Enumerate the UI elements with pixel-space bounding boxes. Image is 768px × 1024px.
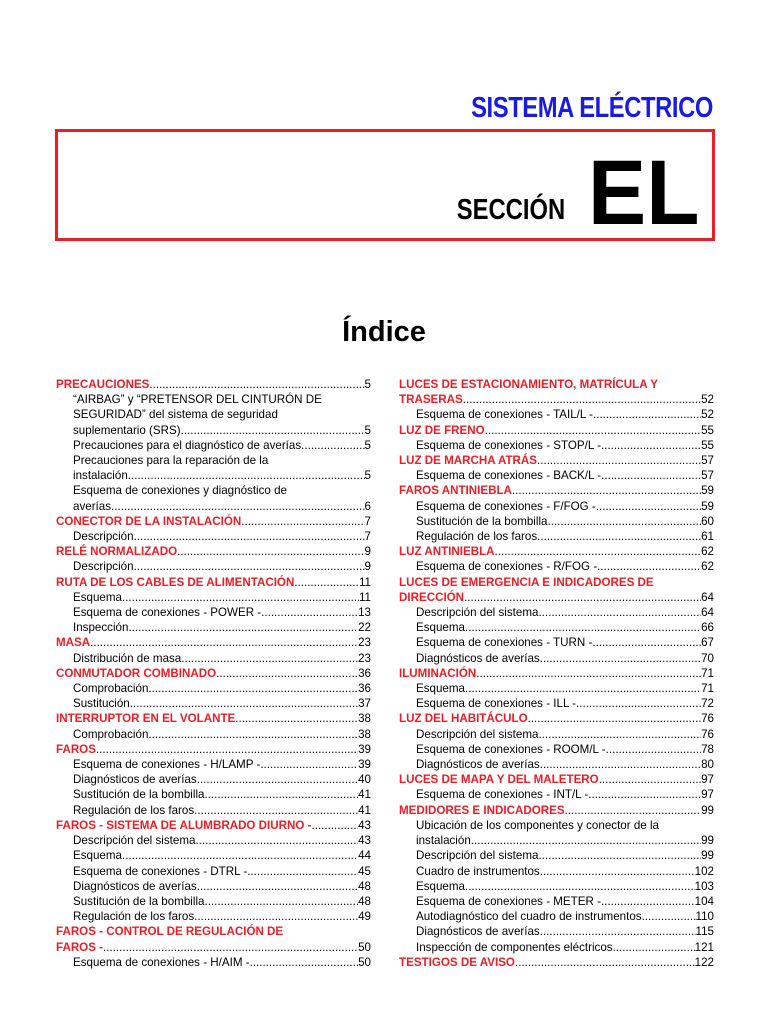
toc-entry-text: Esquema de conexiones y diagnóstico de xyxy=(73,484,287,498)
toc-subentry xyxy=(399,727,714,742)
toc-page-number: 55 xyxy=(701,438,714,452)
toc-entry-title: TRASERAS xyxy=(399,393,463,407)
toc-section-entry xyxy=(399,453,714,468)
toc-subentry xyxy=(56,392,371,438)
toc-section-entry xyxy=(399,772,714,787)
toc-entry-title: Esquema de conexiones - DTRL - xyxy=(73,864,248,878)
dot-leader xyxy=(312,818,359,833)
toc-entry-title: Esquema de conexiones - ROOM/L - xyxy=(416,742,606,756)
dot-leader xyxy=(204,787,358,802)
toc-subentry xyxy=(56,438,371,453)
toc-entry-title: Descripción del sistema xyxy=(416,849,539,863)
toc-subentry xyxy=(399,635,714,650)
toc-page-number: 23 xyxy=(358,651,371,665)
dot-leader xyxy=(235,711,358,726)
toc-entry-title: Descripción xyxy=(73,560,134,574)
toc-entry-title: Distribución de masa xyxy=(73,651,182,665)
dot-leader xyxy=(134,529,365,544)
toc-entry-title: PRECAUCIONES xyxy=(56,378,150,391)
toc-right-column xyxy=(399,377,714,970)
dot-leader xyxy=(128,468,365,483)
toc-section-entry xyxy=(56,818,371,833)
toc-subentry xyxy=(399,757,714,772)
dot-leader xyxy=(495,544,702,559)
toc-page-number: 5 xyxy=(364,378,371,391)
dot-leader xyxy=(241,514,364,529)
toc-left-column xyxy=(56,377,371,970)
dot-leader xyxy=(537,453,701,468)
toc-entry-title: Esquema de conexiones - F/FOG - xyxy=(416,499,596,513)
toc-page-number: 38 xyxy=(358,712,371,726)
toc-entry-title: Esquema de conexiones - ILL - xyxy=(416,697,577,711)
toc-subentry xyxy=(56,453,371,483)
toc-page-number: 11 xyxy=(358,590,371,604)
dot-leader xyxy=(148,681,358,696)
toc-entry-title: MEDIDORES E INDICADORES xyxy=(399,803,565,817)
dot-leader xyxy=(540,757,701,772)
dot-leader xyxy=(130,696,358,711)
toc-entry-title: Esquema xyxy=(73,590,122,604)
toc-page-number: 80 xyxy=(701,758,714,772)
toc-subentry xyxy=(399,879,714,894)
toc-subentry xyxy=(399,787,714,802)
toc-subentry xyxy=(399,742,714,757)
toc-subentry xyxy=(399,940,714,955)
toc-page-number: 41 xyxy=(358,803,371,817)
section-code: EL xyxy=(588,142,700,244)
toc-subentry xyxy=(56,757,371,772)
toc-section-entry xyxy=(56,711,371,726)
dot-leader xyxy=(465,879,695,894)
dot-leader xyxy=(261,605,358,620)
toc-section-entry xyxy=(56,635,371,650)
toc-entry-text: Ubicación de los componentes y conector de la xyxy=(416,818,659,832)
dot-leader xyxy=(247,864,358,879)
toc-entry-title: DIRECCIÓN xyxy=(399,590,465,604)
dot-leader xyxy=(538,727,701,742)
toc-subentry xyxy=(56,651,371,666)
dot-leader xyxy=(148,727,358,742)
toc-entry-title: LUZ DE FRENO xyxy=(399,423,485,437)
toc-page-number: 64 xyxy=(701,606,714,620)
dot-leader xyxy=(294,575,359,590)
toc-subentry xyxy=(399,818,714,848)
toc-page-number: 72 xyxy=(701,697,714,711)
toc-section-entry xyxy=(399,575,714,605)
toc-entry-title: Cuadro de instrumentos xyxy=(416,864,540,878)
toc-entry-title: FAROS - xyxy=(56,940,104,954)
toc-entry-title: Comprobación xyxy=(73,682,149,696)
toc-section-entry xyxy=(399,711,714,726)
toc-page-number: 71 xyxy=(701,682,714,696)
toc-page-number: 76 xyxy=(701,727,714,741)
toc-entry-title: Diagnósticos de averías xyxy=(416,651,540,665)
toc-subentry xyxy=(399,620,714,635)
toc-entry-title: Regulación de los faros xyxy=(73,910,195,924)
toc-subentry xyxy=(56,803,371,818)
toc-section-entry xyxy=(56,742,371,757)
toc-subentry xyxy=(399,909,714,924)
toc-entry-title: Inspección de componentes eléctricos xyxy=(416,940,613,954)
toc-page-number: 40 xyxy=(358,773,371,787)
dot-leader xyxy=(177,544,364,559)
toc-entry-title: FAROS ANTINIEBLA xyxy=(399,484,512,498)
toc-page-number: 48 xyxy=(358,879,371,893)
dot-leader xyxy=(194,803,358,818)
toc-page-number: 76 xyxy=(701,712,714,726)
toc-entry-title: Esquema xyxy=(416,879,465,893)
toc-section-entry xyxy=(399,803,714,818)
toc-page-number: 67 xyxy=(701,636,714,650)
dot-leader xyxy=(197,879,358,894)
toc-subentry xyxy=(399,514,714,529)
dot-leader xyxy=(250,955,359,970)
dot-leader xyxy=(216,666,358,681)
toc-subentry xyxy=(56,894,371,909)
dot-leader xyxy=(301,438,364,453)
toc-section-entry xyxy=(399,483,714,498)
toc-page-number: 57 xyxy=(701,469,714,483)
toc-entry-title: Sustitución xyxy=(73,697,130,711)
dot-leader xyxy=(463,392,701,407)
toc-subentry xyxy=(399,864,714,879)
toc-subentry xyxy=(56,559,371,574)
toc-entry-title: LUZ DEL HABITÁCULO xyxy=(399,712,528,726)
toc-page-number: 62 xyxy=(701,560,714,574)
toc-page-number: 97 xyxy=(701,773,714,787)
dot-leader xyxy=(540,864,695,879)
toc-page-number: 50 xyxy=(358,955,371,969)
toc-entry-title: Esquema de conexiones - POWER - xyxy=(73,606,262,620)
toc-subentry xyxy=(56,727,371,742)
dot-leader xyxy=(565,803,702,818)
dot-leader xyxy=(606,742,701,757)
toc-page-number: 5 xyxy=(364,423,371,437)
toc-entry-title: Esquema de conexiones - STOP/L - xyxy=(416,438,601,452)
toc-entry-title: ILUMINACIÓN xyxy=(399,666,477,680)
toc-entry-title: Esquema de conexiones - INT/L - xyxy=(416,788,589,802)
toc-page-number: 43 xyxy=(358,818,371,832)
dot-leader xyxy=(538,848,701,863)
toc-section-entry xyxy=(56,924,371,954)
dot-leader xyxy=(642,909,696,924)
toc-page-number: 41 xyxy=(358,788,371,802)
toc-subentry xyxy=(56,696,371,711)
toc-entry-title: instalación xyxy=(416,834,471,848)
toc-section-entry xyxy=(399,955,714,970)
toc-page-number: 7 xyxy=(364,530,371,544)
dot-leader xyxy=(103,940,358,955)
toc-entry-title: Esquema de conexiones - BACK/L - xyxy=(416,469,602,483)
toc-page-number: 52 xyxy=(701,408,714,422)
dot-leader xyxy=(181,651,358,666)
toc-entry-title: Descripción xyxy=(73,530,134,544)
toc-page-number: 23 xyxy=(358,636,371,650)
toc-section-entry xyxy=(399,544,714,559)
dot-leader xyxy=(197,772,358,787)
toc-page-number: 45 xyxy=(358,864,371,878)
dot-leader xyxy=(592,635,701,650)
dot-leader xyxy=(204,894,358,909)
toc-page-number: 59 xyxy=(701,484,714,498)
dot-leader xyxy=(122,590,359,605)
toc-subentry xyxy=(399,651,714,666)
toc-page-number: 39 xyxy=(358,758,371,772)
toc-subentry xyxy=(56,879,371,894)
dot-leader xyxy=(96,742,358,757)
dot-leader xyxy=(134,559,365,574)
toc-entry-title: Autodiagnóstico del cuadro de instrumentos xyxy=(416,910,642,924)
toc-subentry xyxy=(56,833,371,848)
toc-page-number: 60 xyxy=(701,514,714,528)
toc-entry-title: Descripción del sistema xyxy=(416,606,539,620)
toc-subentry xyxy=(399,894,714,909)
toc-page-number: 9 xyxy=(364,560,371,574)
dot-leader xyxy=(576,696,701,711)
toc-entry-title: Diagnósticos de averías xyxy=(73,773,197,787)
section-label: SECCIÓN xyxy=(456,194,565,226)
toc-entry-text: Precauciones para la reparación de la xyxy=(73,454,269,468)
dot-leader xyxy=(465,620,701,635)
toc-page-number: 102 xyxy=(694,864,714,878)
toc-subentry xyxy=(399,438,714,453)
toc-page-number: 66 xyxy=(701,621,714,635)
dot-leader xyxy=(485,423,701,438)
dot-leader xyxy=(540,924,696,939)
toc-section-entry xyxy=(56,377,371,392)
dot-leader xyxy=(540,651,701,666)
dot-leader xyxy=(601,468,701,483)
toc-page-number: 57 xyxy=(701,454,714,468)
dot-leader xyxy=(90,635,358,650)
dot-leader xyxy=(181,423,365,438)
toc-subentry xyxy=(56,955,371,970)
toc-page-number: 36 xyxy=(358,682,371,696)
toc-entry-title: Sustitución de la bombilla xyxy=(416,514,548,528)
dot-leader xyxy=(601,438,701,453)
toc-entry-title: Esquema xyxy=(416,682,465,696)
toc-subentry xyxy=(399,848,714,863)
toc-page-number: 115 xyxy=(695,925,714,939)
toc-section-entry xyxy=(399,666,714,681)
dot-leader xyxy=(111,499,365,514)
toc-entry-title: Comprobación xyxy=(73,727,149,741)
toc-entry-title: CONECTOR DE LA INSTALACIÓN xyxy=(56,514,242,528)
toc-subentry xyxy=(399,499,714,514)
toc-entry-title: Inspección xyxy=(73,621,129,635)
toc-section-entry xyxy=(56,666,371,681)
toc-entry-title: Descripción del sistema xyxy=(73,834,196,848)
toc-subentry xyxy=(399,681,714,696)
toc-page-number: 43 xyxy=(358,834,371,848)
toc-entry-title: Esquema xyxy=(73,849,122,863)
dot-leader xyxy=(613,940,695,955)
toc-subentry xyxy=(56,590,371,605)
toc-subentry xyxy=(56,605,371,620)
dot-leader xyxy=(538,605,701,620)
toc-subentry xyxy=(56,909,371,924)
dot-leader xyxy=(597,559,701,574)
toc-page-number: 71 xyxy=(701,666,714,680)
toc-page-number: 97 xyxy=(701,788,714,802)
toc-subentry xyxy=(399,407,714,422)
toc-page-number: 44 xyxy=(358,849,371,863)
toc-section-entry xyxy=(399,377,714,407)
toc-entry-title: Esquema de conexiones - H/LAMP - xyxy=(73,758,261,772)
toc-page-number: 50 xyxy=(358,940,371,954)
toc-subentry xyxy=(399,529,714,544)
toc-entry-title: Esquema de conexiones - METER - xyxy=(416,894,601,908)
toc-page-number: 49 xyxy=(358,910,371,924)
toc-entry-title: instalación xyxy=(73,469,128,483)
toc-page-number: 48 xyxy=(358,894,371,908)
toc-subentry xyxy=(399,696,714,711)
toc-entry-title: Descripción del sistema xyxy=(416,727,539,741)
toc-entry-title: Esquema de conexiones - TURN - xyxy=(416,636,593,650)
toc-page-number: 99 xyxy=(701,849,714,863)
toc-page-number: 13 xyxy=(358,606,371,620)
toc-entry-title: INTERRUPTOR EN EL VOLANTE xyxy=(56,712,236,726)
toc-subentry xyxy=(399,924,714,939)
toc-entry-title: Esquema xyxy=(416,621,465,635)
toc-page-number: 38 xyxy=(358,727,371,741)
toc-page-number: 59 xyxy=(701,499,714,513)
toc-entry-title: LUZ DE MARCHA ATRÁS xyxy=(399,454,538,468)
toc-page-number: 104 xyxy=(694,894,714,908)
toc-subentry xyxy=(56,848,371,863)
toc-subentry xyxy=(56,529,371,544)
toc-page-number: 121 xyxy=(694,940,714,954)
toc-page-number: 99 xyxy=(701,834,714,848)
toc-page-number: 22 xyxy=(358,621,371,635)
toc-page-number: 6 xyxy=(364,499,371,513)
toc-subentry xyxy=(56,681,371,696)
toc-entry-text: FAROS - CONTROL DE REGULACIÓN DE xyxy=(56,925,284,939)
dot-leader xyxy=(464,590,701,605)
toc-section-entry xyxy=(56,544,371,559)
toc-entry-title: FAROS xyxy=(56,742,96,756)
toc-page-number: 99 xyxy=(701,803,714,817)
toc-page-number: 103 xyxy=(694,879,714,893)
toc-entry-title: Regulación de los faros xyxy=(73,803,195,817)
dot-leader xyxy=(465,681,701,696)
toc-entry-text: LUCES DE EMERGENCIA E INDICADORES DE xyxy=(399,575,654,589)
dot-leader xyxy=(149,377,364,392)
toc-entry-title: RELÉ NORMALIZADO xyxy=(56,545,178,559)
toc-entry-title: Diagnósticos de averías xyxy=(416,758,540,772)
toc-page-number: 55 xyxy=(701,423,714,437)
toc-page-number: 7 xyxy=(364,514,371,528)
toc-entry-title: Precauciones para el diagnóstico de averías xyxy=(73,438,302,452)
dot-leader xyxy=(596,499,701,514)
toc-subentry xyxy=(399,605,714,620)
toc-entry-title: Diagnósticos de averías xyxy=(416,925,540,939)
toc-page-number: 70 xyxy=(701,651,714,665)
toc-entry-title: Esquema de conexiones - H/AIM - xyxy=(73,955,250,969)
dot-leader xyxy=(528,711,701,726)
dot-leader xyxy=(195,833,358,848)
toc-section-entry xyxy=(399,423,714,438)
toc-entry-title: Sustitución de la bombilla xyxy=(73,894,205,908)
toc-entry-title: TESTIGOS DE AVISO xyxy=(399,955,515,969)
toc-subentry xyxy=(399,559,714,574)
toc-page-number: 52 xyxy=(701,393,714,407)
section-box xyxy=(55,129,715,244)
toc-entry-text: “AIRBAG” y “PRETENSOR DEL CINTURÓN DE SEGURIDAD” del sistema de seguridad xyxy=(73,393,322,422)
toc-subentry xyxy=(56,483,371,513)
index-title: Índice xyxy=(342,316,426,348)
dot-leader xyxy=(512,483,701,498)
toc-subentry xyxy=(399,468,714,483)
toc-entry-title: Regulación de los faros xyxy=(416,530,538,544)
toc-page-number: 62 xyxy=(701,545,714,559)
toc-page-number: 36 xyxy=(358,666,371,680)
dot-leader xyxy=(515,955,695,970)
toc-page-number: 5 xyxy=(364,438,371,452)
toc-page-number: 9 xyxy=(364,545,371,559)
toc-subentry xyxy=(56,787,371,802)
toc-entry-title: RUTA DE LOS CABLES DE ALIMENTACIÓN xyxy=(56,575,295,589)
dot-leader xyxy=(537,529,701,544)
toc-entry-title: Diagnósticos de averías xyxy=(73,879,197,893)
toc-entry-title: LUCES DE MAPA Y DEL MALETERO xyxy=(399,773,599,787)
dot-leader xyxy=(194,909,358,924)
dot-leader xyxy=(122,848,358,863)
toc-entry-title: suplementario (SRS) xyxy=(73,423,181,437)
system-title: SISTEMA ELÉCTRICO xyxy=(471,92,713,124)
toc-entry-title: MASA xyxy=(56,636,91,650)
toc-page-number: 61 xyxy=(701,530,714,544)
dot-leader xyxy=(593,407,701,422)
toc-entry-title: Esquema de conexiones - TAIL/L - xyxy=(416,408,594,422)
dot-leader xyxy=(601,894,695,909)
toc-section-entry xyxy=(56,514,371,529)
dot-leader xyxy=(547,514,701,529)
toc-page-number: 5 xyxy=(364,469,371,483)
toc-entry-title: Esquema de conexiones - R/FOG - xyxy=(416,560,598,574)
toc-page-number: 64 xyxy=(701,590,714,604)
dot-leader xyxy=(128,620,358,635)
dot-leader xyxy=(260,757,358,772)
toc-subentry xyxy=(56,772,371,787)
toc-page-number: 37 xyxy=(358,697,371,711)
dot-leader xyxy=(588,787,701,802)
dot-leader xyxy=(476,666,701,681)
toc-entry-title: averías xyxy=(73,499,112,513)
toc-page-number: 122 xyxy=(694,955,714,969)
toc-entry-title: FAROS - SISTEMA DE ALUMBRADO DIURNO - xyxy=(56,818,312,832)
toc-page-number: 39 xyxy=(358,742,371,756)
toc-page-number: 78 xyxy=(701,742,714,756)
toc-entry-title: Sustitución de la bombilla xyxy=(73,788,205,802)
toc-entry-text: LUCES DE ESTACIONAMIENTO, MATRÍCULA Y xyxy=(399,378,658,391)
dot-leader xyxy=(471,833,701,848)
toc-subentry xyxy=(56,620,371,635)
toc-entry-title: LUZ ANTINIEBLA xyxy=(399,545,495,559)
toc-entry-title: CONMUTADOR COMBINADO xyxy=(56,666,217,680)
dot-leader xyxy=(599,772,701,787)
toc-page-number: 110 xyxy=(695,910,714,924)
toc-subentry xyxy=(56,864,371,879)
toc-page-number: 11 xyxy=(358,575,371,589)
toc-section-entry xyxy=(56,575,371,590)
